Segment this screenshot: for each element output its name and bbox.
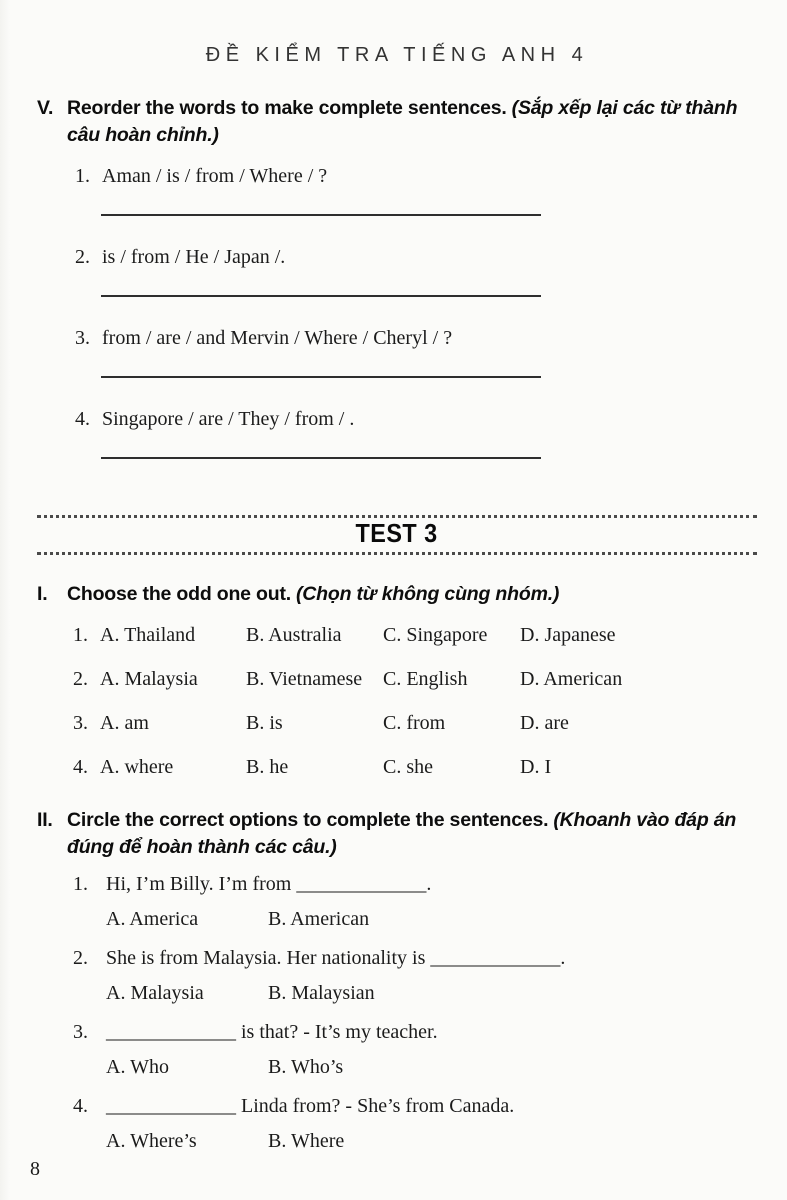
option-a: A. Thailand bbox=[100, 623, 196, 646]
reorder-item bbox=[75, 406, 757, 433]
odd-one-out-row bbox=[73, 622, 757, 649]
option-c: C. Singapore bbox=[383, 623, 488, 646]
section-v-heading bbox=[37, 95, 757, 149]
item-number: 3. bbox=[75, 326, 90, 349]
section-ii-title-vi: (Khoanh vào đáp án đúng để hoàn thành các câu.) bbox=[67, 808, 737, 858]
reorder-words: is / from / He / Japan /. bbox=[102, 245, 286, 268]
option-d: D. are bbox=[520, 711, 569, 734]
option-b: B. Australia bbox=[246, 623, 342, 646]
item-number: 3. bbox=[73, 711, 88, 734]
test-banner bbox=[37, 515, 757, 555]
reorder-item bbox=[75, 163, 757, 190]
option-c: C. from bbox=[383, 711, 446, 734]
section-i-title-vi: (Chọn từ không cùng nhóm.) bbox=[295, 582, 560, 605]
circle-item bbox=[73, 871, 757, 933]
odd-one-out-row bbox=[73, 666, 757, 693]
reorder-words: Singapore / are / They / from / . bbox=[102, 407, 355, 430]
item-number: 4. bbox=[73, 755, 88, 778]
item-number: 1. bbox=[73, 872, 88, 895]
item-number: 2. bbox=[73, 946, 88, 969]
odd-one-out-row bbox=[73, 754, 757, 781]
option-d: D. Japanese bbox=[520, 623, 616, 646]
circle-item bbox=[73, 1019, 757, 1081]
answer-line bbox=[101, 214, 541, 216]
book-header-title: ĐỀ KIỂM TRA TIẾNG ANH 4 bbox=[205, 44, 589, 66]
option-d: D. I bbox=[520, 755, 552, 778]
option-a: A. am bbox=[100, 711, 149, 734]
circle-item bbox=[73, 1093, 757, 1155]
option-c: C. she bbox=[383, 755, 433, 778]
section-ii-title bbox=[67, 807, 757, 861]
option-a: A. Who bbox=[106, 1055, 169, 1078]
question-line bbox=[73, 945, 757, 972]
option-b: B. American bbox=[268, 907, 370, 930]
option-b: B. he bbox=[246, 755, 289, 778]
question-text: _____________ Linda from? - She’s from Canada. bbox=[106, 1094, 515, 1117]
question-line bbox=[73, 871, 757, 898]
option-a: A. Where’s bbox=[106, 1129, 197, 1152]
question-line bbox=[73, 1093, 757, 1120]
options-row bbox=[106, 980, 757, 1007]
answer-line bbox=[101, 376, 541, 378]
question-line bbox=[73, 1019, 757, 1046]
option-b: B. Vietnamese bbox=[246, 667, 363, 690]
answer-line bbox=[101, 457, 541, 459]
option-b: B. is bbox=[246, 711, 283, 734]
section-ii-title-en: Circle the correct options to complete the sentences. bbox=[67, 808, 549, 831]
section-ii-heading bbox=[37, 807, 757, 861]
circle-item bbox=[73, 945, 757, 1007]
option-b: B. Malaysian bbox=[268, 981, 375, 1004]
reorder-item bbox=[75, 325, 757, 352]
section-i-heading bbox=[37, 581, 757, 608]
section-i-title-en: Choose the odd one out. bbox=[67, 582, 291, 605]
section-v-title-en: Reorder the words to make complete sentences. bbox=[67, 97, 507, 119]
option-a: A. America bbox=[106, 907, 199, 930]
option-d: D. American bbox=[520, 667, 623, 690]
odd-one-out-row bbox=[73, 710, 757, 737]
question-text: _____________ is that? - It’s my teacher. bbox=[106, 1020, 438, 1043]
section-v-title-vi: (Sắp xếp lại các từ thành câu hoàn chỉnh.) bbox=[67, 97, 738, 146]
option-a: A. Malaysia bbox=[100, 667, 198, 690]
section-v-label: V. bbox=[37, 97, 54, 119]
section-ii-label: II. bbox=[37, 808, 53, 831]
item-number: 1. bbox=[73, 623, 88, 646]
option-a: A. where bbox=[100, 755, 174, 778]
question-text: She is from Malaysia. Her nationality is _____________. bbox=[106, 946, 566, 969]
option-c: C. English bbox=[383, 667, 468, 690]
options-row bbox=[106, 1128, 757, 1155]
answer-line bbox=[101, 295, 541, 297]
option-b: B. Who’s bbox=[268, 1055, 344, 1078]
option-b: B. Where bbox=[268, 1129, 345, 1152]
options-row bbox=[106, 1054, 757, 1081]
section-i-label: I. bbox=[37, 582, 48, 605]
section-i-title bbox=[67, 581, 559, 608]
reorder-words: from / are / and Mervin / Where / Cheryl / ? bbox=[102, 326, 453, 349]
question-text: Hi, I’m Billy. I’m from _____________. bbox=[106, 872, 432, 895]
section-v-title bbox=[67, 95, 757, 149]
item-number: 2. bbox=[75, 245, 90, 268]
reorder-words: Aman / is / from / Where / ? bbox=[102, 164, 328, 187]
item-number: 4. bbox=[75, 407, 90, 430]
test-banner-title: TEST 3 bbox=[355, 517, 439, 548]
item-number: 4. bbox=[73, 1094, 88, 1117]
item-number: 1. bbox=[75, 164, 90, 187]
item-number: 2. bbox=[73, 667, 88, 690]
item-number: 3. bbox=[73, 1020, 88, 1043]
options-row bbox=[106, 906, 757, 933]
page-number: 8 bbox=[30, 1158, 40, 1180]
option-a: A. Malaysia bbox=[106, 981, 204, 1004]
reorder-item bbox=[75, 244, 757, 271]
